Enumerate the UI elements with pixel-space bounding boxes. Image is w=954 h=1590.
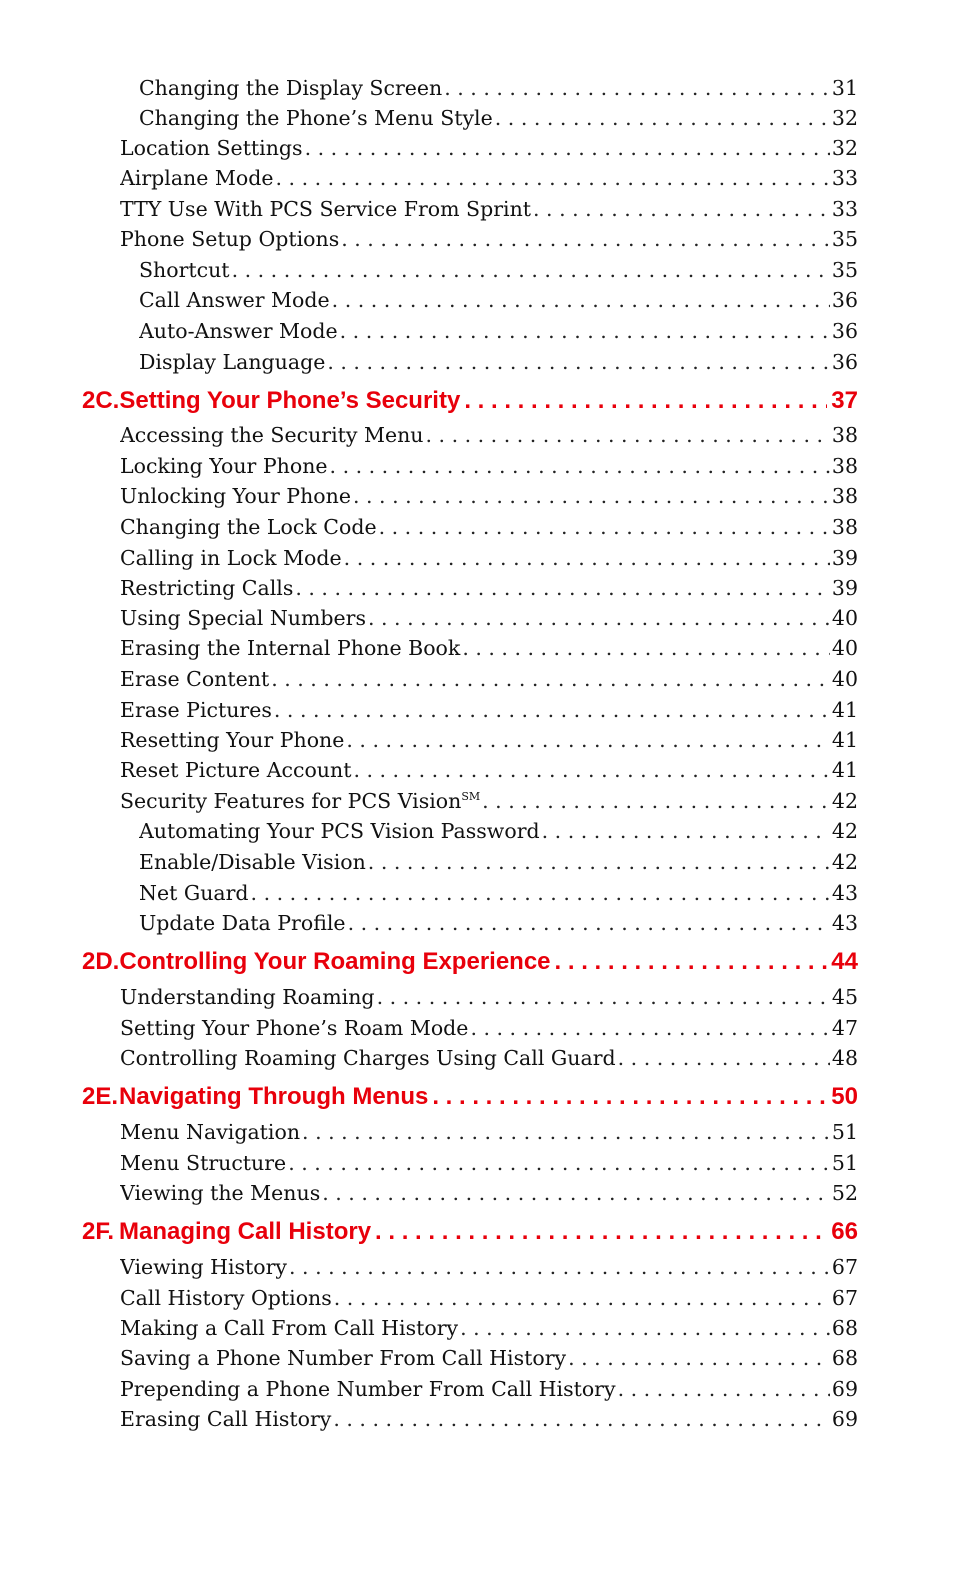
- toc-entry-title: Menu Structure: [120, 1151, 287, 1175]
- toc-entry-title: Viewing History: [120, 1255, 287, 1279]
- toc-entry-title: Setting Your Phone’s Roam Mode: [120, 1016, 469, 1040]
- toc-entry-page: 42: [831, 819, 858, 843]
- toc-entry-security-features-pcs-vision[interactable]: [120, 788, 858, 814]
- dot-leader: [288, 1150, 830, 1176]
- toc-entry-erase-pictures[interactable]: [120, 697, 858, 723]
- toc-entry-auto-answer-mode[interactable]: [139, 318, 858, 344]
- toc-entry-prepending-number[interactable]: [120, 1376, 858, 1402]
- toc-entry-page: 67: [831, 1286, 858, 1310]
- toc-entry-title: Airplane Mode: [120, 166, 274, 190]
- toc-entry-title: Making a Call From Call History: [120, 1316, 459, 1340]
- toc-entry-accessing-security-menu[interactable]: [120, 422, 858, 448]
- toc-entry-location-settings[interactable]: [120, 135, 858, 161]
- toc-section-2d[interactable]: [82, 947, 858, 977]
- section-page: 66: [831, 1218, 858, 1245]
- section-code: 2F.: [82, 1218, 115, 1245]
- toc-entry-title: Unlocking Your Phone: [120, 484, 351, 508]
- toc-entry-title: Erase Pictures: [120, 698, 272, 722]
- dot-leader: [334, 1285, 830, 1311]
- dot-leader: [432, 1082, 827, 1112]
- toc-entry-making-call-from-history[interactable]: [120, 1315, 858, 1341]
- dot-leader: [274, 697, 830, 723]
- dot-leader: [377, 984, 830, 1010]
- toc-entry-changing-display-screen[interactable]: [139, 75, 858, 101]
- dot-leader: [333, 1406, 830, 1432]
- section-title: Controlling Your Roaming Experience: [119, 948, 551, 975]
- toc-entry-title: Restricting Calls: [120, 576, 294, 600]
- dot-leader: [327, 349, 830, 375]
- toc-entry-changing-menu-style[interactable]: [139, 105, 858, 131]
- toc-entry-page: 38: [831, 484, 858, 508]
- dot-leader: [353, 483, 830, 509]
- dot-leader: [295, 575, 830, 601]
- section-code: 2D.: [82, 948, 120, 975]
- dot-leader: [341, 226, 830, 252]
- toc-entry-page: 41: [831, 758, 858, 782]
- toc-entry-page: 36: [831, 288, 858, 312]
- toc-entry-title: Changing the Lock Code: [120, 515, 377, 539]
- toc-entry-title: Saving a Phone Number From Call History: [120, 1346, 567, 1370]
- toc-entry-page: 45: [831, 985, 858, 1009]
- toc-entry-title: Phone Setup Options: [120, 227, 340, 251]
- toc-entry-title: Display Language: [139, 350, 326, 374]
- toc-entry-page: 41: [831, 728, 858, 752]
- toc-entry-title: Accessing the Security Menu: [120, 423, 424, 447]
- toc-entry-page: 39: [831, 576, 858, 600]
- toc-entry-resetting-phone[interactable]: [120, 727, 858, 753]
- toc-entry-page: 69: [831, 1407, 858, 1431]
- toc-entry-page: 36: [831, 350, 858, 374]
- toc-entry-title: Prepending a Phone Number From Call History: [120, 1377, 616, 1401]
- toc-entry-title: Enable/Disable Vision: [139, 850, 366, 874]
- toc-entry-title: Net Guard: [139, 881, 249, 905]
- dot-leader: [271, 666, 830, 692]
- dot-leader: [495, 105, 830, 131]
- toc-entry-page: 67: [831, 1255, 858, 1279]
- toc-entry-airplane-mode[interactable]: [120, 165, 858, 191]
- dot-leader: [426, 422, 830, 448]
- toc-entry-page: 68: [831, 1346, 858, 1370]
- section-page: 50: [831, 1083, 858, 1110]
- toc-entry-roam-mode[interactable]: [120, 1015, 858, 1041]
- toc-entry-call-answer-mode[interactable]: [139, 287, 858, 313]
- dot-leader: [375, 1217, 827, 1247]
- toc-entry-erasing-call-history[interactable]: [120, 1406, 858, 1432]
- toc-entry-page: 47: [831, 1016, 858, 1040]
- dot-leader: [368, 605, 830, 631]
- toc-entry-page: 35: [831, 258, 858, 282]
- toc-entry-page: 31: [831, 76, 858, 100]
- toc-entry-title: Call Answer Mode: [139, 288, 330, 312]
- dot-leader: [346, 727, 830, 753]
- toc-entry-tty-use[interactable]: [120, 196, 858, 222]
- dot-leader: [470, 1015, 829, 1041]
- toc-section-2f[interactable]: [82, 1217, 858, 1247]
- toc-entry-title: Changing the Phone’s Menu Style: [139, 106, 493, 130]
- dot-leader: [444, 75, 830, 101]
- toc-entry-page: 38: [831, 454, 858, 478]
- toc-entry-title: Erasing Call History: [120, 1407, 332, 1431]
- section-page: 44: [831, 948, 858, 975]
- toc-entry-title: Auto-Answer Mode: [139, 319, 338, 343]
- dot-leader: [618, 1045, 830, 1071]
- dot-leader: [555, 947, 828, 977]
- dot-leader: [353, 757, 829, 783]
- dot-leader: [330, 453, 830, 479]
- toc-entry-display-language[interactable]: [139, 349, 858, 375]
- toc-entry-page: 40: [831, 667, 858, 691]
- toc-entry-viewing-history[interactable]: [120, 1254, 858, 1280]
- toc-entry-page: 40: [831, 606, 858, 630]
- toc-entry-title: Understanding Roaming: [120, 985, 375, 1009]
- dot-leader: [251, 880, 830, 906]
- toc-entry-reset-picture-account[interactable]: [120, 757, 858, 783]
- section-title: Navigating Through Menus: [119, 1083, 429, 1110]
- toc-entry-title: Changing the Display Screen: [139, 76, 443, 100]
- dot-leader: [332, 287, 830, 313]
- toc-entry-page: 38: [831, 515, 858, 539]
- toc-entry-page: 40: [831, 636, 858, 660]
- toc-entry-understanding-roaming[interactable]: [120, 984, 858, 1010]
- toc-entry-automating-vision-password[interactable]: [139, 818, 858, 844]
- toc-entry-update-data-profile[interactable]: [139, 910, 858, 936]
- toc-entry-special-numbers[interactable]: [120, 605, 858, 631]
- toc-entry-title: Reset Picture Account: [120, 758, 352, 782]
- toc-entry-title: Resetting Your Phone: [120, 728, 345, 752]
- dot-leader: [232, 257, 830, 283]
- toc-entry-page: 52: [831, 1181, 858, 1205]
- dot-leader: [322, 1180, 830, 1206]
- dot-leader: [460, 1315, 830, 1341]
- toc-entry-viewing-menus[interactable]: [120, 1180, 858, 1206]
- section-code: 2E.: [82, 1083, 119, 1110]
- toc-entry-title: Call History Options: [120, 1286, 332, 1310]
- toc-entry-locking-phone[interactable]: [120, 453, 858, 479]
- section-title: Managing Call History: [119, 1218, 372, 1245]
- toc-entry-menu-structure[interactable]: [120, 1150, 858, 1176]
- toc-entry-page: 35: [831, 227, 858, 251]
- dot-leader: [379, 514, 830, 540]
- toc-entry-title: Using Special Numbers: [120, 606, 366, 630]
- toc-entry-page: 43: [831, 911, 858, 935]
- toc-entry-title: Controlling Roaming Charges Using Call Guard: [120, 1046, 616, 1070]
- toc-entry-erase-content[interactable]: [120, 666, 858, 692]
- section-code: 2C.: [82, 387, 120, 414]
- toc-entry-title: Locking Your Phone: [120, 454, 328, 478]
- toc-entry-page: 48: [831, 1046, 858, 1070]
- toc-entry-page: 33: [831, 166, 858, 190]
- service-mark: SM: [461, 790, 481, 803]
- toc-entry-title: Location Settings: [120, 136, 303, 160]
- dot-leader: [348, 910, 830, 936]
- toc-entry-title: Viewing the Menus: [120, 1181, 321, 1205]
- toc-entry-calling-lock-mode[interactable]: [120, 545, 858, 571]
- toc-entry-page: 32: [831, 106, 858, 130]
- toc-entry-page: 38: [831, 423, 858, 447]
- dot-leader: [464, 386, 827, 416]
- toc-entry-restricting-calls[interactable]: [120, 575, 858, 601]
- toc-entry-page: 33: [831, 197, 858, 221]
- toc-entry-title: Menu Navigation: [120, 1120, 301, 1144]
- dot-leader: [344, 545, 830, 571]
- toc-entry-page: 51: [831, 1120, 858, 1144]
- toc-entry-page: 41: [831, 698, 858, 722]
- dot-leader: [568, 1345, 830, 1371]
- section-title: Setting Your Phone’s Security: [119, 387, 461, 414]
- toc-entry-call-history-options[interactable]: [120, 1285, 858, 1311]
- toc-entry-erasing-phone-book[interactable]: [120, 635, 858, 661]
- toc-entry-call-guard[interactable]: [120, 1045, 858, 1071]
- toc-entry-title: Shortcut: [139, 258, 230, 282]
- dot-leader: [276, 165, 830, 191]
- toc-entry-page: 39: [831, 546, 858, 570]
- toc-entry-page: 43: [831, 881, 858, 905]
- dot-leader: [340, 318, 830, 344]
- toc-entry-page: 32: [831, 136, 858, 160]
- toc-entry-page: 42: [831, 789, 858, 813]
- toc-entry-phone-setup-options[interactable]: [120, 226, 858, 252]
- dot-leader: [302, 1119, 830, 1145]
- toc-section-2e[interactable]: [82, 1082, 858, 1112]
- toc-entry-page: 51: [831, 1151, 858, 1175]
- toc-entry-page: 36: [831, 319, 858, 343]
- dot-leader: [305, 135, 830, 161]
- dot-leader: [618, 1376, 830, 1402]
- toc-section-2c[interactable]: [82, 386, 858, 416]
- dot-leader: [289, 1254, 830, 1280]
- toc-entry-menu-navigation[interactable]: [120, 1119, 858, 1145]
- dot-leader: [368, 849, 830, 875]
- toc-entry-title: Automating Your PCS Vision Password: [139, 819, 540, 843]
- toc-entry-changing-lock-code[interactable]: [120, 514, 858, 540]
- dot-leader: [462, 635, 830, 661]
- toc-entry-shortcut[interactable]: [139, 257, 858, 283]
- dot-leader: [542, 818, 830, 844]
- toc-entry-title: Erase Content: [120, 667, 270, 691]
- toc-entry-page: 42: [831, 850, 858, 874]
- toc-entry-unlocking-phone[interactable]: [120, 483, 858, 509]
- toc-entry-saving-number-from-history[interactable]: [120, 1345, 858, 1371]
- toc-entry-page: 69: [831, 1377, 858, 1401]
- toc-entry-title: [120, 788, 482, 814]
- dot-leader: [533, 196, 830, 222]
- toc-entry-page: 68: [831, 1316, 858, 1340]
- section-page: 37: [831, 387, 858, 414]
- toc-entry-enable-disable-vision[interactable]: [139, 849, 858, 875]
- toc-entry-title: TTY Use With PCS Service From Sprint: [120, 197, 532, 221]
- toc-entry-title: Update Data Profile: [139, 911, 346, 935]
- toc-entry-title-text: Security Features for PCS Vision: [120, 789, 462, 813]
- toc-entry-net-guard[interactable]: [139, 880, 858, 906]
- toc-entry-title: Calling in Lock Mode: [120, 546, 342, 570]
- dot-leader: [482, 788, 830, 814]
- toc-entry-title: Erasing the Internal Phone Book: [120, 636, 461, 660]
